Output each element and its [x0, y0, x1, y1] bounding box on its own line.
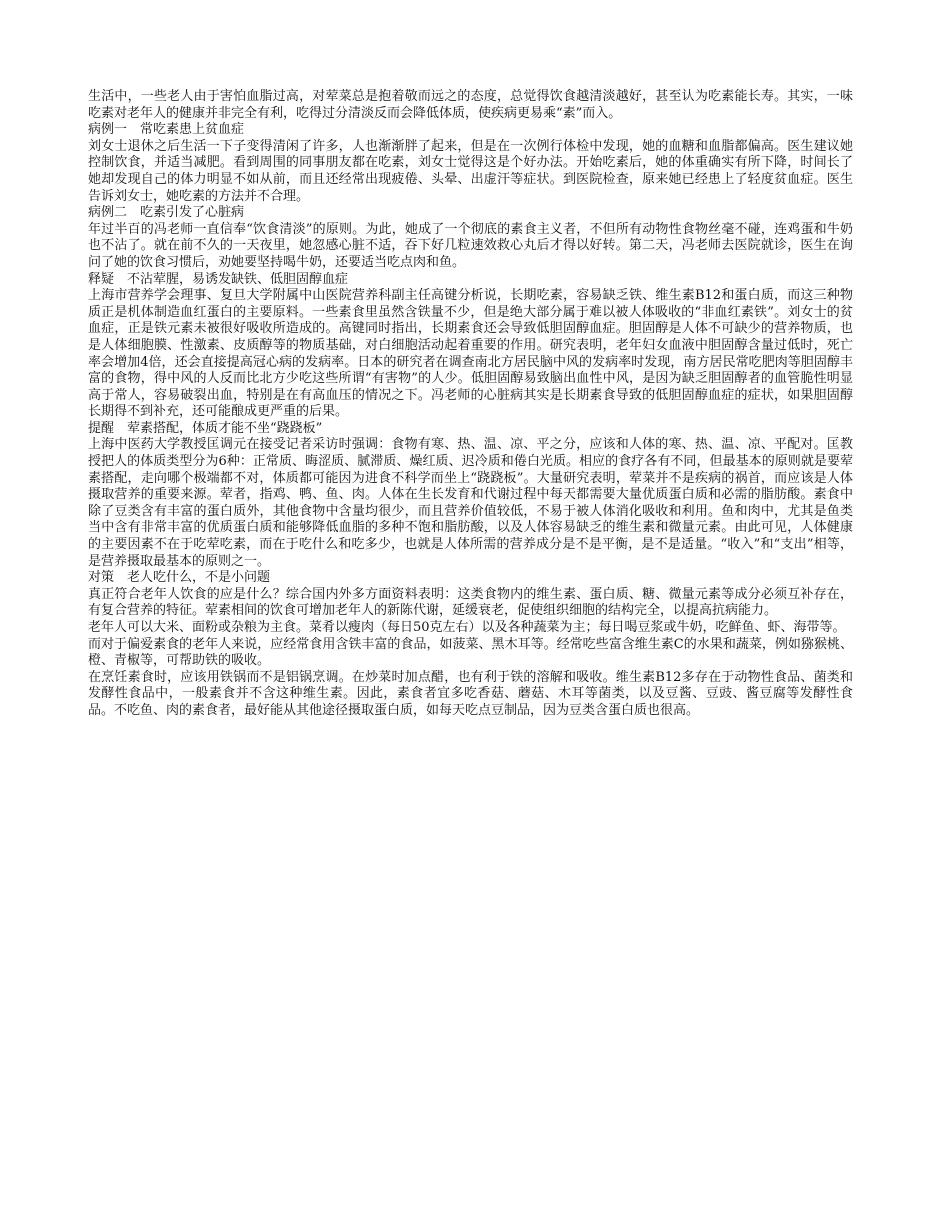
- reminder-paragraph: 上海中医药大学教授匡调元在接受记者采访时强调：食物有寒、热、温、凉、平之分，应该和人体的寒、热、温、凉、平配对。匡教授把人的体质类型分为6种：正常质、晦涩质、腻滞质、燥红质、迟冷质和倦白光质。相应的食疗各有不同，但最基本的原则就是要荤素搭配，走向哪个极端都不对，体质都可能因为进食不科学而坐上“跷跷板”。大量研究表明，荤菜并不是疾病的祸首，而应该是人体摄取营养的重要来源。荤者，指鸡、鸭、鱼、肉。人体在生长发育和代谢过程中每天都需要大量优质蛋白质和必需的脂肪酸。素食中除了豆类含有丰富的蛋白质外，其他食物中含量均很少，而且营养价值较低，不易于被人体消化吸收和利用。鱼和肉中，尤其是鱼类当中含有非常丰富的优质蛋白质和能够降低血脂的多种不饱和脂肪酸，以及人体容易缺乏的维生素和微量元素。由此可见，人体健康的主要因素不在于吃荤吃素，而在于吃什么和吃多少，也就是人体所需的营养成分是不是平衡，是不是适量。“收入”和“支出”相等，是营养摄取最基本的原则之一。: [88, 437, 853, 569]
- countermeasure-paragraph-2: 老年人可以大米、面粉或杂粮为主食。菜肴以瘦肉（每日50克左右）以及各种蔬菜为主；每日喝豆浆或牛奶，吃鲜鱼、虾、海带等。: [88, 620, 846, 635]
- section-heading-explanation: 释疑 不沾荤腥，易诱发缺铁、低胆固醇血症: [88, 271, 349, 287]
- document-body: [88, 89, 853, 720]
- explanation-paragraph: 上海市营养学会理事、复旦大学附属中山医院营养科副主任高键分析说，长期吃素，容易缺乏铁、维生素B12和蛋白质，而这三种物质正是机体制造血红蛋白的主要原料。一些素食里虽然含铁量不少，但是绝大部分属于难以被人体吸收的“非血红素铁”。刘女士的贫血症，正是铁元素未被很好吸收所造成的。高键同时指出，长期素食还会导致低胆固醇血症。胆固醇是人体不可缺少的营养物质，也是人体细胞膜、性激素、皮质醇等的物质基础，对白细胞活动起着重要的作用。研究表明，老年妇女血液中胆固醇含量过低时，死亡率会增加4倍，还会直接提高冠心病的发病率。日本的研究者在调查南北方居民脑中风的发病率时发现，南方居民常吃肥肉等胆固醇丰富的食物，得中风的人反而比北方少吃这些所谓“有害物”的人少。低胆固醇易致脑出血性中风，是因为缺乏胆固醇者的血管脆性明显高于常人，容易破裂出血，特别是在有高血压的情况之下。冯老师的心脏病其实是长期素食导致的低胆固醇血症的症状，如果胆固醇长期得不到补充，还可能酿成更严重的后果。: [88, 288, 853, 420]
- countermeasure-paragraph-4: 在烹饪素食时，应该用铁锅而不是铝锅烹调。在炒菜时加点醋，也有利于铁的溶解和吸收。维生素B12多存在于动物性食品、菌类和发酵性食品中，一般素食并不含这种维生素。因此，素食者宜多吃香菇、蘑菇、木耳等菌类，以及豆酱、豆豉、酱豆腐等发酵性食品。不吃鱼、肉的素食者，最好能从其他途径摄取蛋白质，如每天吃点豆制品，因为豆类含蛋白质也很高。: [88, 669, 853, 718]
- section-heading-reminder: 提醒 荤素搭配，体质才能不坐“跷跷板”: [88, 420, 323, 436]
- section-heading-countermeasure: 对策 老人吃什么，不是小问题: [88, 570, 271, 586]
- intro-paragraph: 生活中，一些老人由于害怕血脂过高，对荤菜总是抱着敬而远之的态度，总觉得饮食越清淡越好，甚至认为吃素能长寿。其实，一味吃素对老年人的健康并非完全有利，吃得过分清淡反而会降低体质，使疾病更易乘“素”而入。: [88, 89, 853, 121]
- case-two-paragraph: 年过半百的冯老师一直信奉“饮食清淡”的原则。为此，她成了一个彻底的素食主义者，不但所有动物性食物丝毫不碰，连鸡蛋和牛奶也不沾了。就在前不久的一天夜里，她忽感心脏不适，吞下好几粒速效救心丸后才得以好转。第二天，冯老师去医院就诊，医生在询问了她的饮食习惯后，劝她要坚持喝牛奶，还要适当吃点肉和鱼。: [88, 221, 853, 270]
- countermeasure-paragraph-3: 而对于偏爱素食的老年人来说，应经常食用含铁丰富的食品，如菠菜、黑木耳等。经常吃些富含维生素C的水果和蔬菜，例如猕猴桃、橙、青椒等，可帮助铁的吸收。: [88, 636, 853, 669]
- section-heading-case-one: 病例一 常吃素患上贫血症: [88, 122, 245, 138]
- case-one-paragraph: 刘女士退休之后生活一下子变得清闲了许多，人也渐渐胖了起来，但是在一次例行体检中发现，她的血糖和血脂都偏高。医生建议她控制饮食，并适当减肥。看到周围的同事朋友都在吃素，刘女士觉得这是个好办法。开始吃素后，她的体重确实有所下降，时间长了她却发现自己的体力明显不如从前，而且还经常出现疲倦、头晕、出虚汗等症状。到医院检查，原来她已经患上了轻度贫血症。医生告诉刘女士，她吃素的方法并不合理。: [88, 138, 853, 204]
- section-heading-case-two: 病例二 吃素引发了心脏病: [88, 205, 245, 221]
- countermeasure-paragraph-1: 真正符合老年人饮食的应是什么？综合国内外多方面资料表明：这类食物内的维生素、蛋白质、糖、微量元素等成分必须互补存在，有复合营养的特征。荤素相间的饮食可增加老年人的新陈代谢，延缓衰老，促使组织细胞的结构完全，以提高抗病能力。: [88, 586, 853, 619]
